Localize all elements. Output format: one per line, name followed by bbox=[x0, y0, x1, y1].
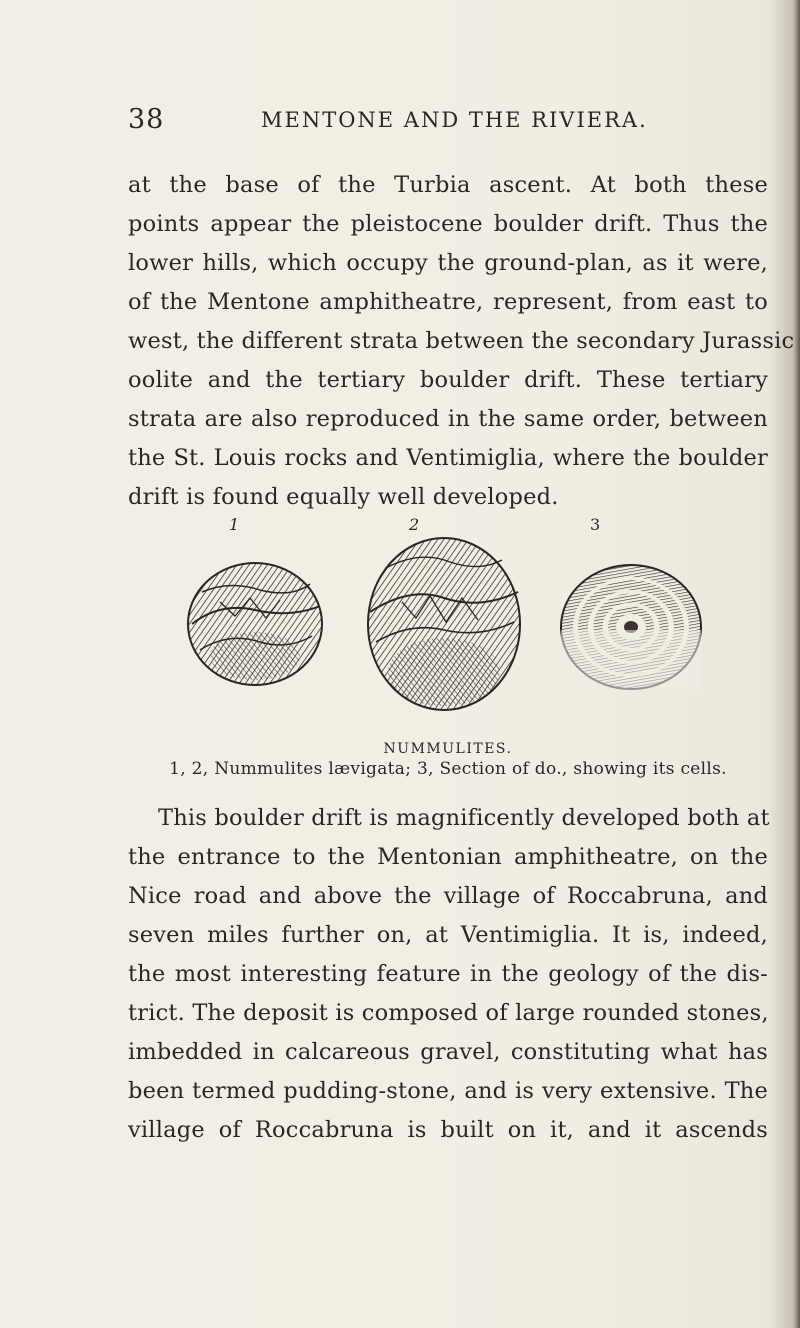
text-line: lower hills, which occupy the ground-plan, as it were, bbox=[128, 250, 768, 276]
text-line: drift is found equally well developed. bbox=[128, 484, 559, 510]
text-line: trict. The deposit is composed of large rounded stones, bbox=[128, 1000, 769, 1026]
text-line: Nice road and above the village of Roccabruna, and bbox=[128, 883, 768, 909]
page-edge-shadow bbox=[794, 0, 800, 1328]
figure-caption: 1, 2, Nummulites lævigata; 3, Section of do., showing its cells. bbox=[169, 759, 727, 779]
paragraph-2 bbox=[128, 799, 768, 1150]
nummulite-1-drawing bbox=[188, 563, 322, 685]
text-line: the entrance to the Mentonian amphitheatre, on the bbox=[128, 844, 768, 870]
page-header bbox=[128, 104, 768, 144]
text-line: village of Roccabruna is built on it, and it ascends bbox=[128, 1117, 768, 1143]
text-line: been termed pudding-stone, and is very extensive. The bbox=[128, 1078, 768, 1104]
figure-title: NUMMULITES. bbox=[383, 741, 513, 757]
paragraph-1 bbox=[128, 166, 795, 517]
nummulite-3-drawing bbox=[561, 565, 701, 690]
page-number: 38 bbox=[128, 104, 165, 135]
text-line: at the base of the Turbia ascent. At both these bbox=[128, 172, 768, 198]
text-line: oolite and the tertiary boulder drift. These tertiary bbox=[128, 367, 768, 393]
text-line: the St. Louis rocks and Ventimiglia, where the boulder bbox=[128, 445, 768, 471]
running-title: MENTONE AND THE RIVIERA. bbox=[261, 108, 648, 132]
text-line: points appear the pleistocene boulder drift. Thus the bbox=[128, 211, 768, 237]
text-line: This boulder drift is magnificently developed both at bbox=[158, 805, 770, 831]
text-line: strata are also reproduced in the same order, between bbox=[128, 406, 768, 432]
text-line: the most interesting feature in the geology of the dis- bbox=[128, 961, 768, 987]
figure-label-3: 3 bbox=[590, 515, 601, 534]
text-line: west, the different strata between the secondary Jurassic bbox=[128, 328, 795, 354]
nummulites-illustration bbox=[180, 532, 720, 722]
text-line: imbedded in calcareous gravel, constituting what has bbox=[128, 1039, 768, 1065]
nummulite-2-drawing bbox=[368, 538, 520, 710]
text-line: seven miles further on, at Ventimiglia. It is, indeed, bbox=[128, 922, 768, 948]
figure-label-2: 2 bbox=[409, 515, 420, 534]
figure-label-1: 1 bbox=[229, 515, 240, 534]
text-line: of the Mentone amphitheatre, represent, from east to bbox=[128, 289, 768, 315]
